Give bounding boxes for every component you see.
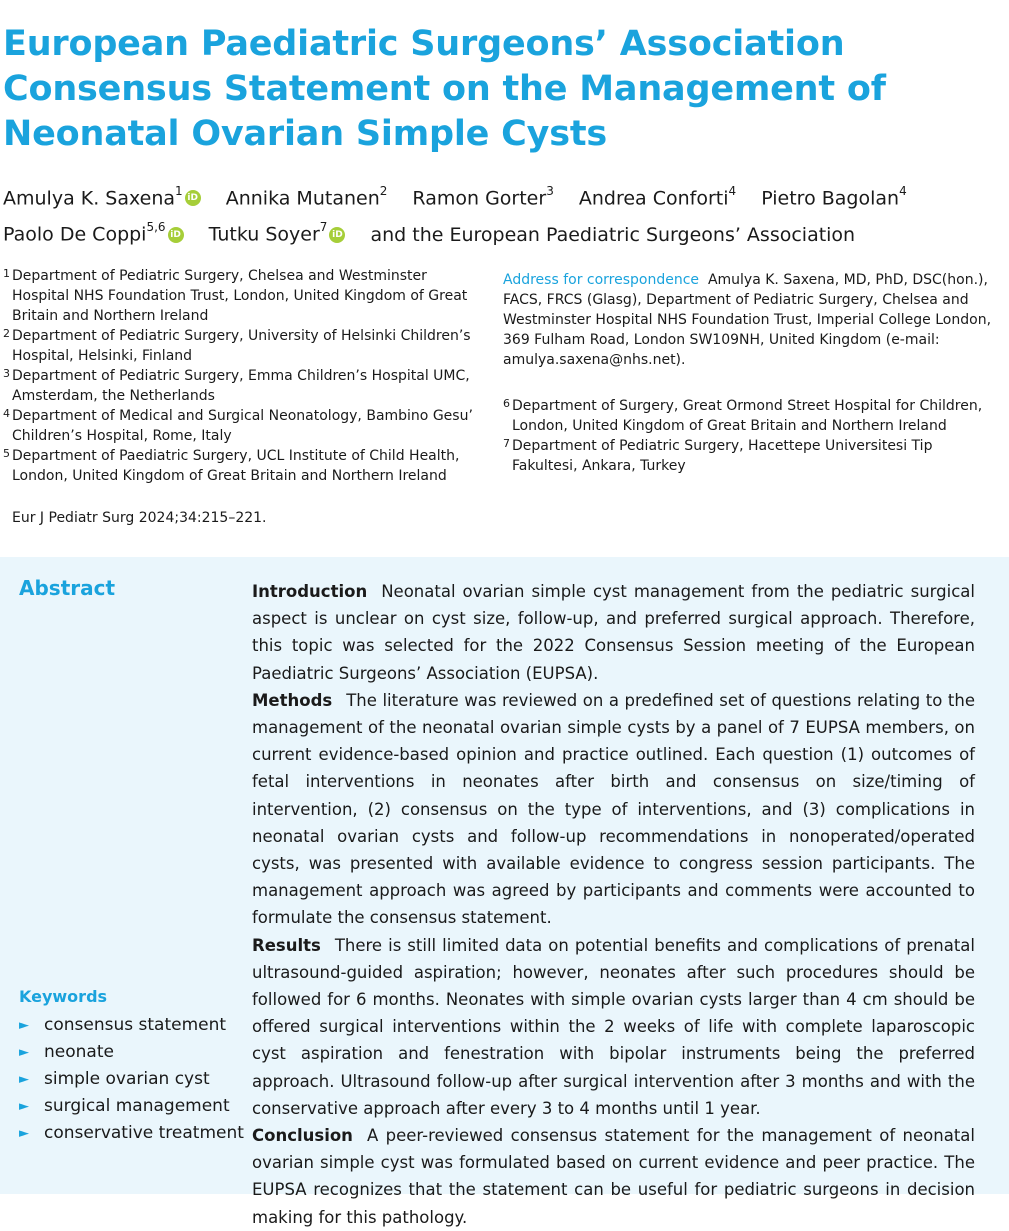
section-label: Results (252, 935, 321, 955)
affiliation: 1 Department of Pediatric Surgery, Chelsea and Westminster Hospital NHS Foundation Trust, London, United Kingdom of Great Britain and Northern Ireland (3, 267, 468, 324)
affiliation: 7 Department of Pediatric Surgery, Hacettepe Universitesi Tip Fakultesi, Ankara, Turkey (503, 437, 933, 474)
author-line-2 (3, 214, 993, 250)
arrow-icon: ► (19, 1018, 29, 1033)
arrow-icon: ► (19, 1072, 29, 1087)
abstract-body (252, 578, 975, 1231)
keyword-item: ► conservative treatment (19, 1120, 244, 1147)
author: Paolo De Coppi$^{5,6}$iD (3, 214, 184, 250)
author-line-1 (3, 178, 993, 214)
correspondence (503, 270, 998, 370)
affiliation: 5 Department of Paediatric Surgery, UCL Institute of Child Health, London, United Kingdom of Great Britain and Northern Ireland (3, 447, 460, 484)
arrow-icon: ► (19, 1045, 29, 1060)
affiliations-left (3, 266, 481, 486)
section-label: Introduction (252, 582, 368, 601)
author: Ramon Gorter$^3$ (412, 184, 554, 210)
correspondence-text: Amulya K. Saxena, MD, PhD, DSC(hon.), FACS, FRCS (Glasg), Department of Pediatric Surgery, Chelsea and Westminster Hospital NHS Foundation Trust, Imperial College London, 369 Fulham Road, London SW109NH, United Kingdom (e-mail: amulya.saxena@nhs.net). (503, 272, 992, 368)
author: Andrea Conforti$^4$ (578, 184, 737, 210)
abstract-section: Results There is still limited data on potential benefits and complications of prenatal ultrasound-guided aspiration; however, neonates after such procedures should be followed for 6 months. Neonates with simple ovarian cysts larger than 4 cm should be offered surgical interventions within the 2 weeks of life with complete laparoscopic cyst aspiration and fenestration with bipolar instruments being the preferred approach. Ultrasound follow-up after surgical intervention after 3 months and with the conservative approach after every 3 to 4 months until 1 year. (252, 935, 975, 1118)
section-label: Conclusion (252, 1126, 353, 1146)
affiliation: 3 Department of Pediatric Surgery, Emma Children’s Hospital UMC, Amsterdam, the Netherlands (3, 367, 470, 404)
keyword-item: ► simple ovarian cyst (19, 1066, 244, 1093)
author: Amulya K. Saxena$^1$iD (3, 178, 201, 214)
keywords-heading: Keywords (19, 987, 108, 1006)
section-label: Methods (252, 690, 333, 710)
article-title: European Paediatric Surgeons’ Association Consensus Statement on the Management of Neonatal Ovarian Simple Cysts (3, 24, 886, 154)
keywords-list (19, 1012, 244, 1147)
citation: Eur J Pediatr Surg 2024;34:215–221. (12, 510, 267, 526)
correspondence-label: Address for correspondence (503, 272, 700, 288)
author: Annika Mutanen$^2$ (225, 184, 388, 210)
abstract-heading: Abstract (19, 576, 116, 600)
abstract-section: Introduction Neonatal ovarian simple cyst management from the pediatric surgical aspect is unclear on cyst size, follow-up, and preferred surgical approach. Therefore, this topic was selected for the 2022 Consensus Session meeting of the European Paediatric Surgeons’ Association (EUPSA). (252, 582, 975, 683)
arrow-icon: ► (19, 1126, 29, 1141)
author: Pietro Bagolan$^4$ (761, 184, 907, 210)
orcid-icon[interactable]: iD (185, 190, 201, 206)
affiliation: 4 Department of Medical and Surgical Neonatology, Bambino Gesu’ Children’s Hospital, Rome, Italy (3, 407, 473, 444)
abstract-section: Conclusion A peer-reviewed consensus statement for the management of neonatal ovarian simple cyst was formulated based on current evidence and peer practice. The EUPSA recognizes that the statement can be useful for pediatric surgeons in decision making for this pathology. (252, 1126, 975, 1227)
arrow-icon: ► (19, 1099, 29, 1114)
orcid-icon[interactable]: iD (168, 227, 184, 243)
author-list (3, 178, 993, 251)
orcid-icon[interactable]: iD (329, 227, 345, 243)
keyword-item: ► neonate (19, 1039, 244, 1066)
author-group: and the European Paediatric Surgeons’ Association (370, 223, 856, 246)
abstract-section: Methods The literature was reviewed on a predefined set of questions relating to the management of the neonatal ovarian simple cysts by a panel of 7 EUPSA members, on current evidence-based opinion and practice outlined. Each question (1) outcomes of fetal interventions in neonates after birth and consensus on size/timing of intervention, (2) consensus on the type of interventions, and (3) complications in neonatal ovarian cysts and follow-up recommendations in nonoperated/operated cysts, was presented with available evidence to congress session participants. The management approach was agreed by participants and comments were accounted to formulate the consensus statement. (252, 690, 975, 928)
affiliation: 6 Department of Surgery, Great Ormond Street Hospital for Children, London, United Kingdom of Great Britain and Northern Ireland (503, 397, 983, 434)
keyword-item: ► consensus statement (19, 1012, 244, 1039)
affiliation: 2 Department of Pediatric Surgery, University of Helsinki Children’s Hospital, Helsinki, Finland (3, 327, 471, 364)
author: Tutku Soyer$^7$iD (209, 214, 346, 250)
keyword-item: ► surgical management (19, 1093, 244, 1120)
affiliations-right (503, 270, 998, 476)
